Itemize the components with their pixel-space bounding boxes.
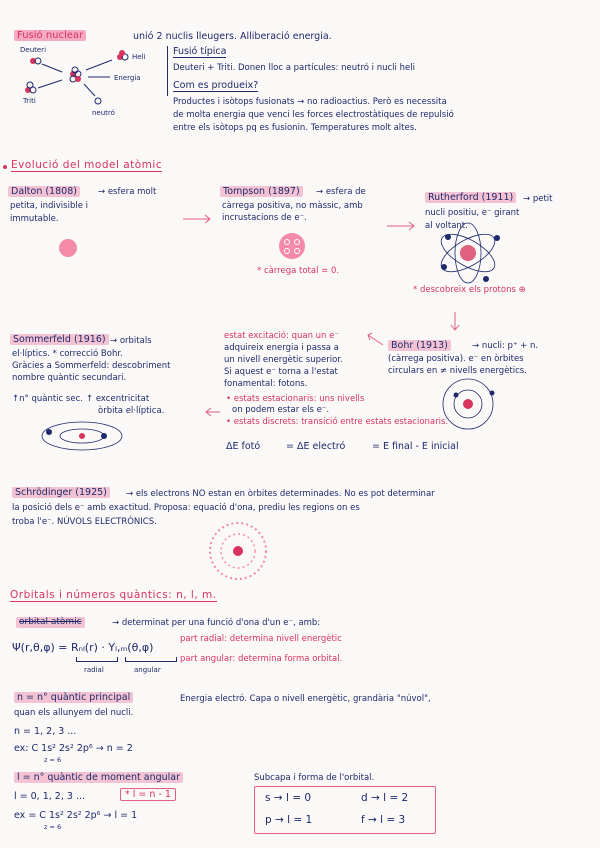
sommerfeld-line4: nombre quàntic secundari. — [12, 373, 127, 383]
excitation-line4: Si aquest e⁻ torna a l'estat — [224, 367, 338, 377]
label-neutro: neutró — [92, 109, 115, 117]
rutherford-line1: → petit — [523, 194, 553, 204]
thomson-line1: → esfera de — [316, 187, 366, 197]
schrodinger-line2: la posició dels e⁻ amb exactitud. Proposa: equació d'ona, prediu les regions on es — [12, 503, 360, 513]
principal-quantum-example-z: z = 6 — [44, 756, 62, 764]
dalton-heading: Dalton (1808) — [8, 186, 80, 197]
atomic-orbital-text: → determinat per una funció d'ona d'un e⁻, amb: — [112, 618, 321, 628]
thomson-heading: Tompson (1897) — [220, 186, 303, 197]
fusion-title: Fusió nuclear — [14, 30, 86, 41]
angular-quantum-text: Subcapa i forma de l'orbital. — [254, 773, 375, 783]
principal-quantum-heading: n = n° quàntic principal — [14, 692, 133, 703]
fusion-how-line1: Productes i isòtops fusionats → no radioactius. Però es necessita — [173, 97, 447, 107]
dalton-line3: immutable. — [10, 214, 59, 224]
rutherford-line3: al voltant. — [425, 221, 468, 231]
principal-quantum-text1: Energia electró. Capa o nivell energètic, grandària "núvol", — [180, 694, 431, 704]
principal-quantum-text2: quan els allunyem del nucli. — [14, 708, 134, 718]
schrodinger-line3: troba l'e⁻. NÚVOLS ELECTRÒNICS. — [12, 517, 157, 527]
sommerfeld-eccentricity-note: ↑ excentricitat — [86, 394, 150, 404]
fusion-how-line2: de molta energia que venci les forces electrostàtiques de repulsió — [173, 110, 454, 120]
sommerfeld-line3: Gràcies a Sommerfeld: descobriment — [12, 361, 171, 371]
principal-quantum-example: ex: C 1s² 2s² 2p⁶ → n = 2 — [14, 743, 133, 754]
fusion-typical-title: Fusió típica — [173, 46, 227, 57]
schrodinger-heading: Schrödinger (1925) — [12, 487, 110, 498]
wavefunction-equation: Ψ(r,θ,φ) = Rₙₗ(r) · Yₗ,ₘ(θ,φ) — [12, 641, 154, 654]
angular-brace — [125, 657, 177, 662]
sommerfeld-heading: Sommerfeld (1916) — [10, 334, 109, 345]
s-subshell-map: s → l = 0 — [265, 792, 312, 804]
evolution-title: Evolució del model atòmic — [11, 159, 163, 171]
orbitals-title: Orbitals i números quàntics: n, l, m. — [10, 589, 217, 601]
bohr-line3: circulars en ≠ nivells energètics. — [388, 366, 527, 376]
excitation-line1: estat excitació: quan un e⁻ — [224, 331, 339, 341]
angular-part-desc: part angular: determina forma orbital. — [180, 654, 343, 664]
bohr-line2: (càrrega positiva). e⁻ en òrbites — [388, 354, 524, 364]
label-triti: Triti — [23, 97, 36, 105]
thomson-note: * càrrega total = 0. — [257, 266, 340, 276]
fusion-how-title: Com es produeix? — [173, 80, 259, 91]
fusion-typical-text: Deuteri + Triti. Donen lloc a partícules: neutró i nucli heli — [173, 63, 415, 73]
excitation-line3: un nivell energètic superior. — [224, 355, 343, 365]
sommerfeld-line1: → orbitals — [110, 336, 152, 346]
excitation-line5: fonamental: fotons. — [224, 379, 308, 389]
atomic-orbital-heading: orbital atòmic — [16, 617, 85, 628]
angular-quantum-example-z: z = 6 — [44, 823, 62, 831]
thomson-line3: incrustacions de e⁻. — [222, 213, 307, 223]
energy-eq-right: = E final - E inicial — [372, 441, 459, 452]
thomson-line2: càrrega positiva, no màssic, amb — [222, 201, 363, 211]
rutherford-heading: Rutherford (1911) — [425, 192, 516, 203]
principal-quantum-values: n = 1, 2, 3 ... — [14, 726, 77, 737]
dalton-line2: petita, indivisible i — [10, 201, 89, 211]
dalton-line1: → esfera molt — [98, 187, 157, 197]
fusion-how-line3: entre els isòtops pq es fusionin. Temperatures molt altes. — [173, 123, 417, 133]
angular-quantum-heading: l = n° quàntic de moment angular — [14, 772, 183, 783]
label-deuteri: Deuteri — [20, 46, 47, 54]
discrete-states: • estats discrets: transició entre estats estacionaris. — [226, 417, 449, 427]
angular-quantum-example: ex = C 1s² 2s² 2p⁶ → l = 1 — [14, 810, 138, 821]
sommerfeld-eccentricity-note-2: òrbita el·líptica. — [98, 406, 165, 416]
bohr-line1: → nucli: p⁺ + n. — [472, 341, 539, 351]
energy-eq-mid: = ΔE electró — [286, 441, 346, 452]
fusion-diagram — [0, 0, 170, 120]
radial-brace — [76, 657, 118, 662]
angular-quantum-values: l = 0, 1, 2, 3 ... — [14, 791, 86, 802]
stationary-states-b: on podem estar els e⁻. — [232, 405, 330, 415]
radial-label: radial — [84, 666, 104, 674]
f-subshell-map: f → l = 3 — [361, 814, 406, 826]
angular-quantum-rule: * l = n - 1 — [120, 788, 176, 801]
excitation-line2: adquireix energia i passa a — [224, 343, 339, 353]
energy-eq-left: ΔE fotó — [226, 441, 261, 452]
schrodinger-line1: → els electrons NO estan en òrbites determinades. No es pot determinar — [126, 489, 435, 499]
rutherford-line2: nucli positiu, e⁻ girant — [425, 208, 520, 218]
sommerfeld-line2: el·líptics. * correcció Bohr. — [12, 349, 123, 359]
fusion-divider — [167, 46, 168, 96]
label-energia: Energia — [114, 74, 141, 82]
fusion-text: unió 2 nuclis lleugers. Alliberació energia. — [133, 31, 332, 42]
bohr-heading: Bohr (1913) — [388, 340, 451, 351]
p-subshell-map: p → l = 1 — [265, 814, 313, 826]
subshell-mapping-box — [254, 786, 436, 834]
radial-part-desc: part radial: determina nivell energètic — [180, 634, 342, 644]
rutherford-note: * descobreix els protons ⊕ — [413, 285, 526, 295]
angular-label: angular — [134, 666, 161, 674]
stationary-states-a: • estats estacionaris: uns nivells — [226, 394, 365, 404]
d-subshell-map: d → l = 2 — [361, 792, 409, 804]
label-heli: Heli — [132, 53, 146, 61]
sommerfeld-quantum-note: ↑n° quàntic sec. — [12, 394, 83, 404]
bullet-dot — [3, 165, 7, 169]
